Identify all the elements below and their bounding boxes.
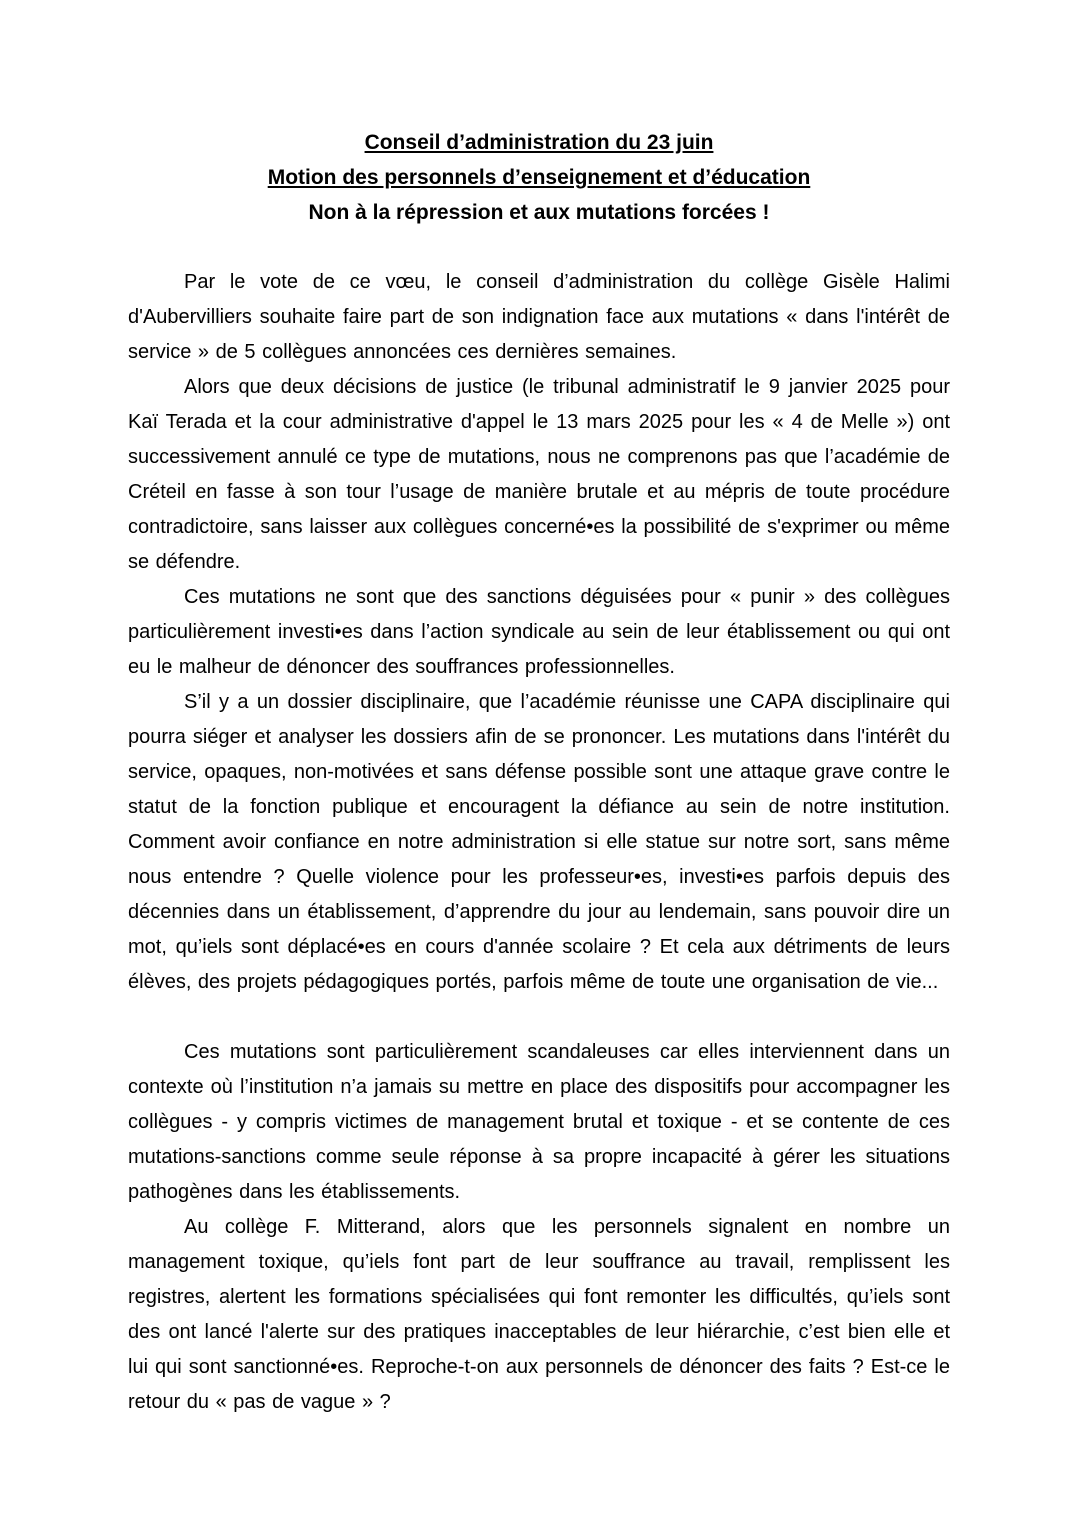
- document-heading: [128, 125, 950, 230]
- paragraph-4: S’il y a un dossier disciplinaire, que l’académie réunisse une CAPA disciplinaire qui pourra siéger et analyser les dossiers afin de se prononcer. Les mutations dans l'intérêt du service, opaques, non-motivées et sans défense possible sont une attaque grave contre le statut de la fonction publique et encouragent la défiance au sein de notre institution. Comment avoir confiance en notre administration si elle statue sur notre sort, sans même nous entendre ? Quelle violence pour les professeur•es, investi•es parfois depuis des décennies dans un établissement, d’apprendre du jour au lendemain, sans pouvoir dire un mot, qu’iels sont déplacé•es en cours d'année scolaire ? Et cela aux détriments de leurs élèves, des projets pédagogiques portés, parfois même de toute une organisation de vie...: [128, 691, 950, 993]
- heading-line-3: Non à la répression et aux mutations forcées !: [308, 201, 770, 224]
- heading-line-1: Conseil d’administration du 23 juin: [364, 131, 714, 154]
- paragraph-1: Par le vote de ce vœu, le conseil d’administration du collège Gisèle Halimi d'Aubervilliers souhaite faire part de son indignation face aux mutations « dans l'intérêt de service » de 5 collègues annoncées ces dernières semaines.: [128, 271, 950, 363]
- document-body: [128, 265, 950, 1420]
- paragraph-3: Ces mutations ne sont que des sanctions déguisées pour « punir » des collègues particulièrement investi•es dans l’action syndicale au sein de leur établissement ou qui ont eu le malheur de dénoncer des souffrances professionnelles.: [128, 586, 950, 678]
- heading-line-2: Motion des personnels d’enseignement et d’éducation: [267, 166, 811, 189]
- paragraph-6: Au collège F. Mitterand, alors que les personnels signalent en nombre un management toxique, qu’iels font part de leur souffrance au travail, remplissent les registres, alertent les formations spécialisées qui font remonter les difficultés, qu’iels sont des ont lancé l'alerte sur des pratiques inacceptables de leur hiérarchie, c’est bien elle et lui qui sont sanctionné•es. Reproche-t-on aux personnels de dénoncer des faits ? Est-ce le retour du « pas de vague » ?: [128, 1216, 950, 1413]
- paragraph-5: Ces mutations sont particulièrement scandaleuses car elles interviennent dans un contexte où l’institution n’a jamais su mettre en place des dispositifs pour accompagner les collègues - y compris victimes de management brutal et toxique - et se contente de ces mutations-sanctions comme seule réponse à sa propre incapacité à gérer les situations pathogènes dans les établissements.: [128, 1041, 950, 1203]
- paragraph-2: Alors que deux décisions de justice (le tribunal administratif le 9 janvier 2025 pour Kaï Terada et la cour administrative d'appel le 13 mars 2025 pour les « 4 de Melle ») ont successivement annulé ce type de mutations, nous ne comprenons pas que l’académie de Créteil en fasse à son tour l’usage de manière brutale et au mépris de toute procédure contradictoire, sans laisser aux collègues concerné•es la possibilité de s'exprimer ou même se défendre.: [128, 376, 950, 573]
